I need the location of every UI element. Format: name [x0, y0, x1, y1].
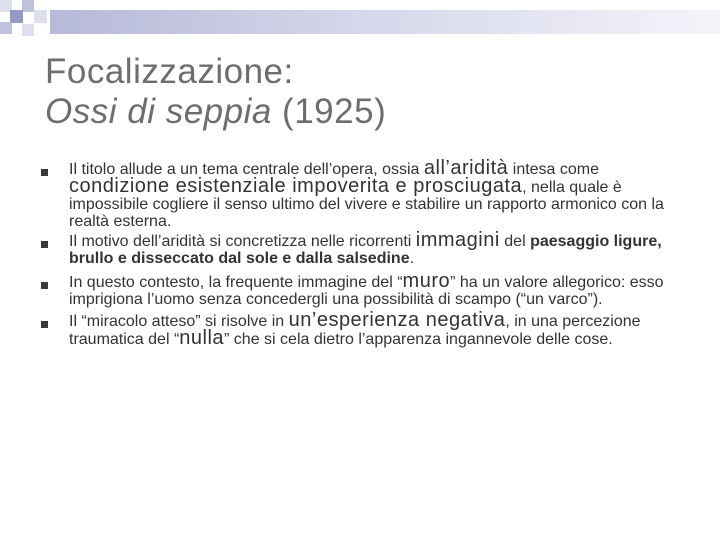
title-year: (1925) [271, 92, 387, 131]
bullet-square-icon [41, 282, 48, 289]
title-work-name: Ossi di seppia [45, 92, 272, 131]
bullet-item-miracolo [0, 309, 700, 349]
bullet-list [0, 157, 700, 349]
bullet-text: . [409, 250, 415, 267]
slide-title [45, 52, 386, 132]
decorative-square [22, 24, 34, 36]
bullet-emphasis: nulla [179, 327, 225, 349]
bullet-item-aridita [0, 157, 700, 230]
decorative-square [0, 22, 12, 34]
bullet-square-icon [41, 169, 48, 176]
bullet-text: In questo contesto, la frequente immagine del “ [69, 274, 403, 291]
bullet-text: Il “miracolo atteso” si risolve in [69, 313, 289, 330]
bullet-text: Il motivo dell’aridità si concretizza nelle ricorrenti [69, 233, 416, 250]
bullet-text: del [499, 233, 531, 250]
bullet-text: , nella quale è impossibile cogliere il senso ultimo del vivere e stabilire un rapporto armonico con la realtà esterna. [69, 179, 664, 230]
bullet-emphasis: immagini [415, 229, 500, 251]
bullet-text: Il titolo allude a un tema centrale dell’opera, ossia [69, 161, 424, 178]
bullet-emphasis: un’esperienza negativa [288, 309, 506, 331]
bullet-item-muro [0, 270, 700, 308]
bullet-emphasis: all’aridità [423, 157, 509, 179]
header-decoration-bar [50, 10, 720, 34]
bullet-emphasis: condizione esistenziale impoverita e prosciugata [69, 175, 523, 197]
bullet-bold-text: paesaggio ligure, brullo e disseccato dal sole e dalla salsedine [69, 233, 662, 267]
bullet-square-icon [41, 241, 48, 248]
decorative-square [22, 0, 34, 12]
decorative-square [34, 10, 47, 23]
bullet-square-icon [41, 321, 48, 328]
bullet-text: intesa come [508, 161, 600, 178]
bullet-emphasis: muro [402, 270, 451, 292]
bullet-text: ” che si cela dietro l’apparenza ingannevole delle cose. [224, 331, 613, 348]
bullet-text: ” ha un valore allegorico: esso imprigiona l’uomo senza concedergli una possibilità di scampo (“un varco”). [69, 274, 664, 308]
title-line-1: Focalizzazione: [45, 52, 294, 91]
bullet-item-paesaggio [0, 229, 700, 267]
bullet-text: , in una percezione traumatica del “ [69, 313, 641, 348]
